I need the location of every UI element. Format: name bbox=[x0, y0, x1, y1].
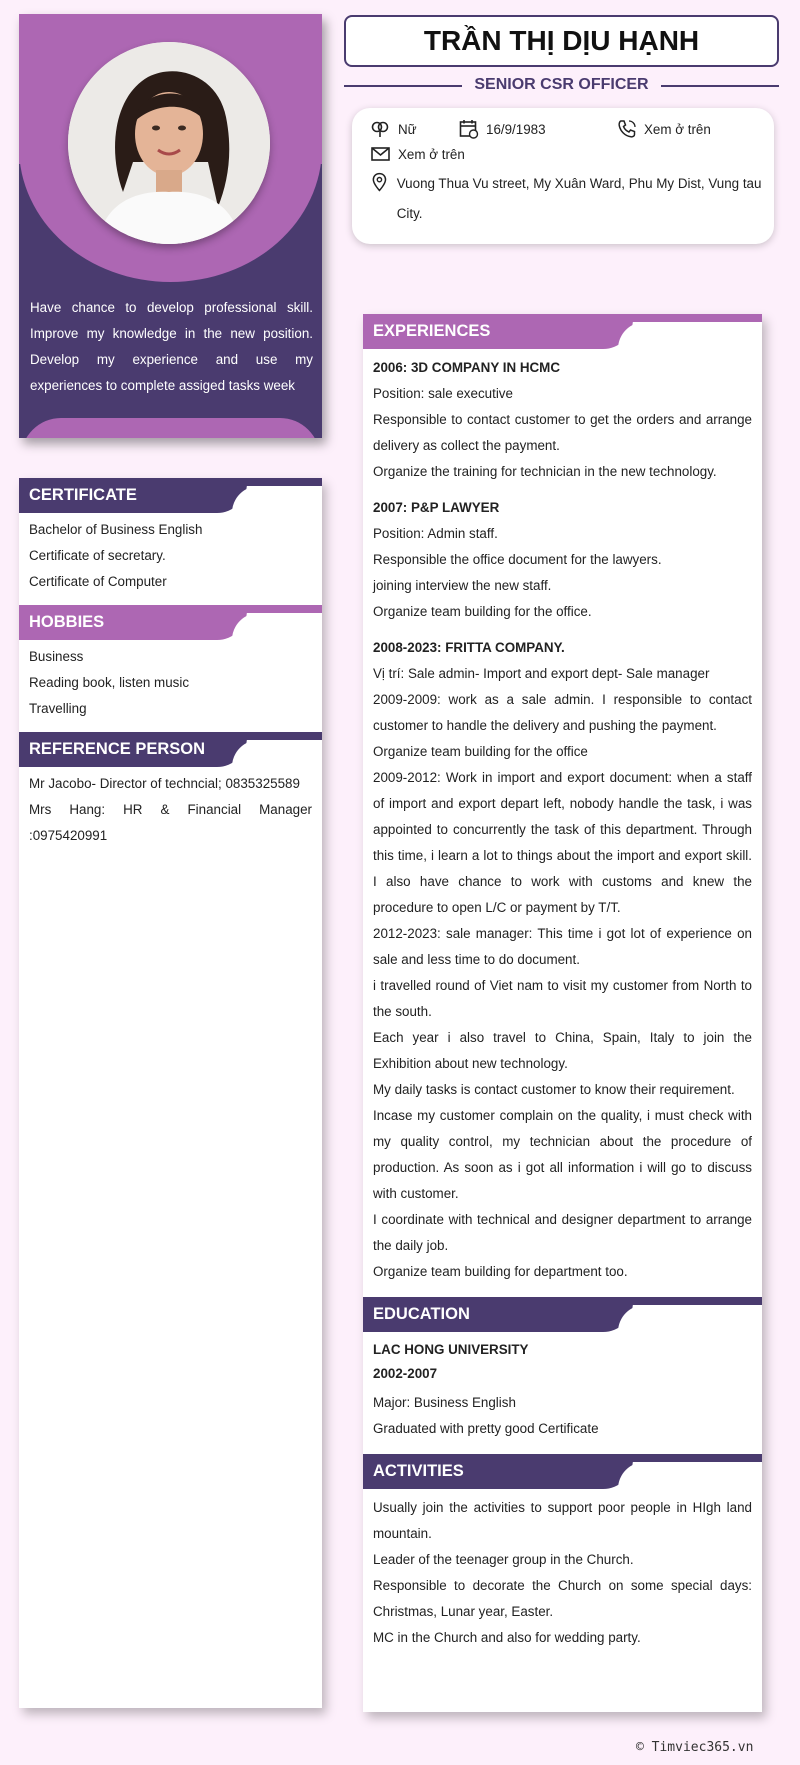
experience-line: Each year i also travel to China, Spain, Italy to join the Exhibition about new technology. bbox=[373, 1030, 752, 1071]
reference-title: REFERENCE PERSON bbox=[19, 732, 247, 767]
experience-line: Position: sale executive bbox=[373, 386, 513, 401]
list-item: Reading book, listen music bbox=[29, 675, 190, 690]
experience-entry bbox=[373, 355, 752, 485]
certificate-list bbox=[19, 513, 322, 605]
experience-line: 2009-2009: work as a sale admin. I responsible to contact customer to handle the delivery and pushing the payment. bbox=[373, 692, 752, 733]
certificate-title: CERTIFICATE bbox=[19, 478, 247, 513]
phone-value: Xem ở trên bbox=[644, 121, 711, 137]
experience-line: Organize team building for the office. bbox=[373, 604, 592, 619]
email-value: Xem ở trên bbox=[398, 146, 465, 162]
experience-line: 2009-2012: Work in import and export document: when a staff of import and export depart left, nobody handle the task, i was appointed to concurrently the task of this department. Through this time, i learn a lot to things about the import and export skill. I also have chance to work with customs and knew the procedure to open L/C or payment by T/T. bbox=[373, 770, 752, 915]
experience-line: Organize team building for department too. bbox=[373, 1264, 628, 1279]
experiences-title: EXPERIENCES bbox=[363, 314, 633, 349]
education-title: EDUCATION bbox=[363, 1297, 633, 1332]
contact-card bbox=[352, 108, 774, 244]
summary-text: Have chance to develop professional skill. Improve my knowledge in the new position. Develop my experience and use my experiences to complete assiged tasks week bbox=[30, 300, 313, 393]
list-item: Responsible to decorate the Church on some special days: Christmas, Lunar year, Easter. bbox=[373, 1578, 752, 1619]
experience-line: Position: Admin staff. bbox=[373, 526, 498, 541]
location-pin-icon bbox=[371, 172, 390, 192]
experience-line: Vị trí: Sale admin- Import and export dept- Sale manager bbox=[373, 666, 710, 681]
reference-list bbox=[19, 767, 322, 859]
list-item: Mr Jacobo- Director of techncial; 0835325589 bbox=[29, 776, 300, 791]
experience-line: Responsible the office document for the lawyers. bbox=[373, 552, 662, 567]
list-item: Leader of the teenager group in the Church. bbox=[373, 1552, 634, 1567]
address-row bbox=[371, 169, 766, 229]
divider bbox=[661, 85, 779, 87]
education-content bbox=[363, 1332, 762, 1454]
avatar-photo bbox=[68, 42, 270, 244]
activities-list bbox=[363, 1489, 762, 1663]
gender-icon bbox=[371, 120, 391, 138]
right-column bbox=[363, 314, 762, 1712]
experience-line: I coordinate with technical and designer department to arrange the daily job. bbox=[373, 1212, 752, 1253]
school-years: 2002-2007 bbox=[373, 1366, 438, 1381]
profile-panel-arc bbox=[21, 418, 320, 438]
experience-entry bbox=[373, 495, 752, 625]
education-header bbox=[363, 1297, 762, 1332]
gender-value: Nữ bbox=[398, 121, 417, 137]
experience-heading: 2008-2023: FRITTA COMPANY. bbox=[373, 640, 565, 655]
list-item: Bachelor of Business English bbox=[29, 522, 203, 537]
list-item: Certificate of Computer bbox=[29, 574, 167, 589]
experience-line: Organize team building for the office bbox=[373, 744, 588, 759]
experience-line: Responsible to contact customer to get the orders and arrange delivery as collect the payment. bbox=[373, 412, 752, 453]
hobbies-header bbox=[19, 605, 322, 640]
position-row bbox=[344, 72, 779, 98]
experience-line: i travelled round of Viet nam to visit my customer from North to the south. bbox=[373, 978, 752, 1019]
list-item: Travelling bbox=[29, 701, 87, 716]
calendar-icon bbox=[459, 119, 479, 139]
birthday-row bbox=[459, 119, 546, 139]
experience-line: joining interview the new staff. bbox=[373, 578, 552, 593]
list-item: Certificate of secretary. bbox=[29, 548, 166, 563]
experience-line: My daily tasks is contact customer to know their requirement. bbox=[373, 1082, 735, 1097]
experiences-header bbox=[363, 314, 762, 349]
candidate-name: TRẦN THỊ DỊU HẠNH bbox=[344, 15, 779, 67]
activities-title: ACTIVITIES bbox=[363, 1454, 633, 1489]
watermark: © Timviec365.vn bbox=[636, 1740, 754, 1755]
email-icon bbox=[371, 146, 391, 162]
address-value: Vuong Thua Vu street, My Xuân Ward, Phu My Dist, Vung tau City. bbox=[396, 176, 762, 221]
email-row bbox=[371, 146, 465, 162]
experiences-list bbox=[363, 349, 762, 1297]
divider bbox=[344, 85, 462, 87]
experience-heading: 2006: 3D COMPANY IN HCMC bbox=[373, 360, 561, 375]
birthday-value: 16/9/1983 bbox=[486, 121, 546, 137]
list-item: Business bbox=[29, 649, 84, 664]
left-column bbox=[19, 478, 322, 1708]
hobbies-list bbox=[19, 640, 322, 732]
activities-header bbox=[363, 1454, 762, 1489]
hobbies-title: HOBBIES bbox=[19, 605, 247, 640]
list-item: MC in the Church and also for wedding party. bbox=[373, 1630, 641, 1645]
experience-entry bbox=[373, 635, 752, 1285]
list-item: Mrs Hang: HR & Financial Manager :0975420991 bbox=[29, 802, 312, 843]
experience-line: Incase my customer complain on the quality, i must check with my quality control, my technician about the procedure of production. As soon as i got all information i will go to discuss with customer. bbox=[373, 1108, 752, 1201]
experience-line: 2012-2023: sale manager: This time i got lot of experience on sale and less time to do document. bbox=[373, 926, 752, 967]
phone-row bbox=[617, 119, 711, 139]
phone-icon bbox=[617, 119, 637, 139]
reference-header bbox=[19, 732, 322, 767]
profile-panel bbox=[19, 14, 322, 438]
position-title: SENIOR CSR OFFICER bbox=[474, 76, 649, 93]
experience-heading: 2007: P&P LAWYER bbox=[373, 500, 500, 515]
experience-line: Organize the training for technician in the new technology. bbox=[373, 464, 717, 479]
education-major: Major: Business English bbox=[373, 1395, 516, 1410]
avatar bbox=[68, 42, 270, 244]
list-item: Usually join the activities to support poor people in HIgh land mountain. bbox=[373, 1500, 752, 1541]
school-name: LAC HONG UNIVERSITY bbox=[373, 1342, 529, 1357]
gender-row bbox=[371, 120, 417, 138]
education-note: Graduated with pretty good Certificate bbox=[373, 1421, 599, 1436]
certificate-header bbox=[19, 478, 322, 513]
